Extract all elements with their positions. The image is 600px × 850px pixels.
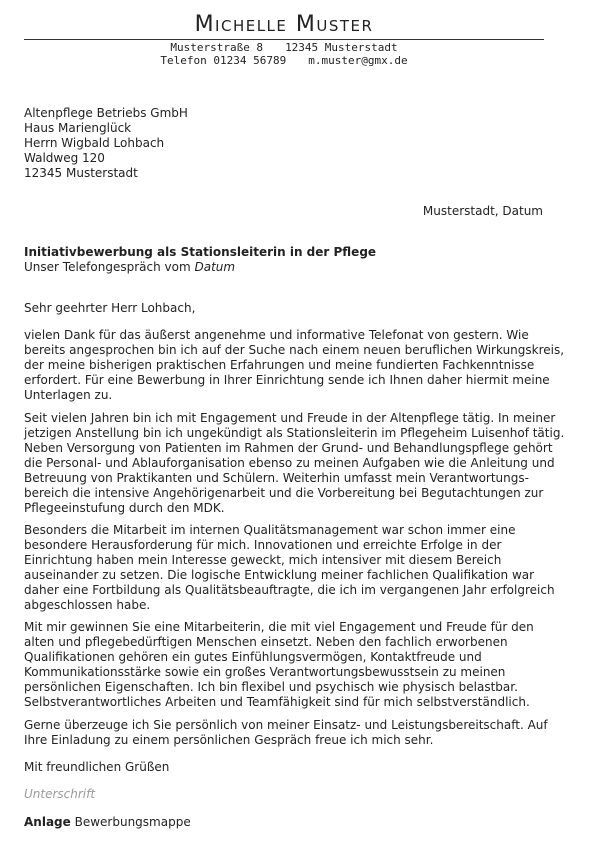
- reference-text: Unser Telefongespräch vom: [24, 260, 191, 274]
- body-paragraph-5: [24, 718, 548, 748]
- header-divider: [24, 39, 544, 40]
- text-line: daher eine Fortbildung als Qualitätsbeauftragte, die ich im vergangenen Jahr erfolgreich: [24, 583, 555, 597]
- recipient-line: 12345 Musterstadt: [24, 166, 138, 180]
- text-line: Einrichtung haben mein Interesse geweckt, mich intensiver mit diesem Bereich: [24, 553, 502, 567]
- text-line: Pflegeeinstufung durch den MDK.: [24, 501, 225, 515]
- text-line: auseinander zu setzen. Die logische Entwicklung meiner fachlichen Qualifikation war: [24, 568, 535, 582]
- text-line: Neben Versorgung von Patienten im Rahmen der Grund- und Behandlungspflege gehört: [24, 441, 553, 455]
- signature-placeholder: Unterschrift: [24, 787, 96, 801]
- recipient-line: Haus Marienglück: [24, 121, 132, 135]
- text-line: Besonders die Mitarbeit im internen Qualitätsmanagement war schon immer eine: [24, 523, 516, 537]
- text-line: abgeschlossen habe.: [24, 598, 151, 612]
- subject-line: Initiativbewerbung als Stationsleiterin in der Pflege: [24, 245, 377, 259]
- sender-contact: [0, 54, 568, 67]
- closing-phrase: Mit freundlichen Grüßen: [24, 760, 170, 774]
- enclosure-text: Bewerbungsmappe: [74, 815, 191, 829]
- place-date: Musterstadt, Datum: [422, 204, 543, 218]
- text-line: Gerne überzeuge ich Sie persönlich von meiner Einsatz- und Leistungsbereitschaft. Auf: [24, 718, 548, 732]
- body-paragraph-4: [24, 620, 544, 710]
- sender-street: Musterstraße 8: [170, 41, 264, 54]
- reference-date: Datum: [194, 260, 236, 274]
- text-line: der meine bisherigen praktischen Erfahrungen und meine fundierten Fachkenntnisse: [24, 358, 535, 372]
- text-line: Qualifikationen gehören ein gutes Einfühlungsvermögen, Kontaktfreude und: [24, 650, 482, 664]
- recipient-line: Waldweg 120: [24, 151, 105, 165]
- recipient-line: Herrn Wigbald Lohbach: [24, 136, 165, 150]
- body-paragraph-3: [24, 523, 555, 613]
- text-line: Betreuung von Praktikanten und Schülern. Weiterhin umfasst mein Verantwortungs-: [24, 471, 529, 485]
- text-line: alten und pflegebedürftigen Menschen einsetzt. Neben den fachlich erworbenen: [24, 635, 508, 649]
- text-line: bereich die intensive Angehörigenarbeit und die Vorbereitung bei Begutachtungen zur: [24, 486, 544, 500]
- reference-line: [24, 260, 235, 274]
- text-line: die Personal- und Ablauforganisation ebenso zu meinen Aufgaben wie die Anleitung und: [24, 456, 555, 470]
- text-line: Mit mir gewinnen Sie eine Mitarbeiterin, die mit viel Engagement und Freude für den: [24, 620, 534, 634]
- recipient-address: [24, 106, 188, 181]
- enclosure-line: [24, 815, 191, 829]
- text-line: persönlichen Eigenschaften. Ich bin flexibel und psychisch wie physisch belastbar.: [24, 680, 518, 694]
- text-line: Seit vielen Jahren bin ich mit Engagement und Freude in der Altenpflege tätig. In meiner: [24, 411, 556, 425]
- text-line: Unterlagen zu.: [24, 388, 113, 402]
- sender-city: 12345 Musterstadt: [285, 41, 398, 54]
- text-line: vielen Dank für das äußerst angenehme und informative Telefonat von gestern. Wie: [24, 328, 529, 342]
- text-line: erfordert. Für eine Bewerbung in Ihrer Einrichtung sende ich Ihnen daher hiermit meine: [24, 373, 550, 387]
- salutation: Sehr geehrter Herr Lohbach,: [24, 301, 196, 315]
- recipient-line: Altenpflege Betriebs GmbH: [24, 106, 188, 120]
- text-line: Selbstverantwortliches Arbeiten und Teamfähigkeit sind für mich selbstverständlich.: [24, 695, 530, 709]
- body-paragraph-1: [24, 328, 565, 403]
- enclosure-label: Anlage: [24, 815, 71, 829]
- text-line: Kommunikationsstärke sowie ein großes Verantwortungsbewusstsein zu meinen: [24, 665, 506, 679]
- text-line: besondere Herausforderung für mich. Innovationen und erreichte Erfolge in der: [24, 538, 502, 552]
- text-line: jetzigen Anstellung bin ich ungekündigt als Stationsleiterin im Pflegeheim Luisenhof tätig.: [24, 426, 565, 440]
- text-line: bereits angesprochen bin ich auf der Suche nach einem neuen beruflichen Wirkungskreis,: [24, 343, 565, 357]
- body-paragraph-2: [24, 411, 565, 516]
- sender-address: [0, 41, 568, 54]
- sender-phone: Telefon 01234 56789: [160, 54, 287, 67]
- sender-email: m.muster@gmx.de: [308, 54, 408, 67]
- sender-name: Michelle Muster: [194, 12, 374, 37]
- text-line: Ihre Einladung zu einem persönlichen Gespräch freue ich mich sehr.: [24, 733, 434, 747]
